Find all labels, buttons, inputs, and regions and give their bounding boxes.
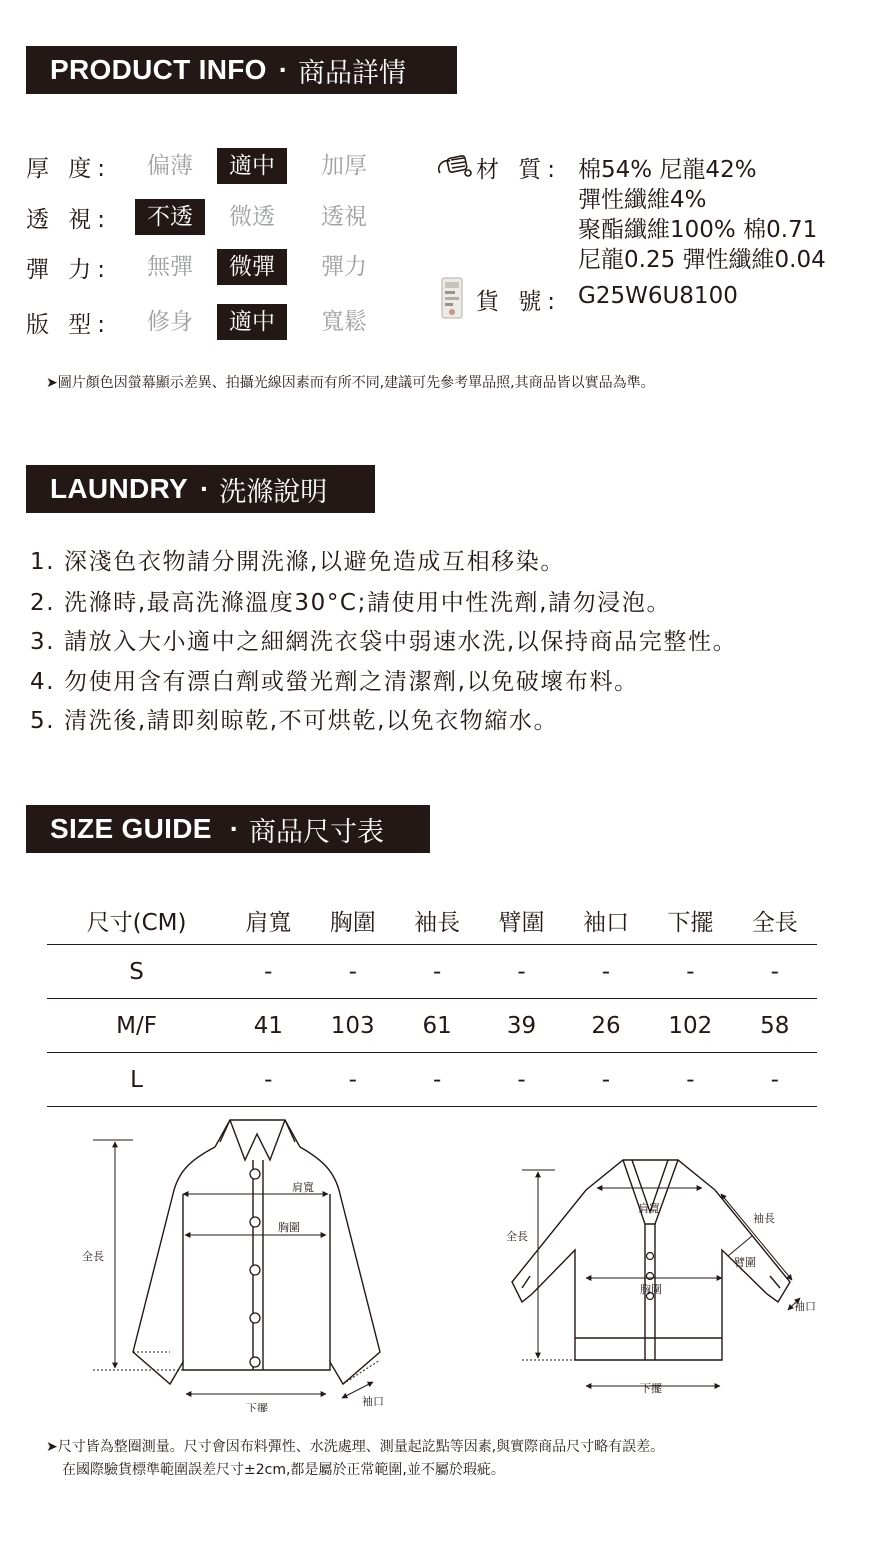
- diagram-label-cuff: 袖口: [794, 1300, 816, 1313]
- size-header-cell: 尺寸(CM): [47, 896, 226, 945]
- size-header-cell: 袖口: [564, 896, 648, 945]
- laundry-item: 3. 請放入大小適中之細網洗衣袋中弱速水洗,以保持商品完整性。: [30, 629, 738, 655]
- diagram-label-chest: 胸圍: [640, 1283, 662, 1296]
- attribute-option: 彈力: [321, 254, 367, 280]
- size-cell: 103: [311, 999, 395, 1053]
- material-line: 尼龍0.25 彈性纖維0.04: [578, 247, 826, 273]
- size-cell: -: [564, 945, 648, 999]
- size-header-cell: 胸圍: [311, 896, 395, 945]
- size-cell: 102: [648, 999, 732, 1053]
- size-note: ➤尺寸皆為整圈測量。尺寸會因布料彈性、水洗處理、測量起訖點等因素,與實際商品尺寸略有誤差。: [46, 1439, 665, 1455]
- laundry-item: 4. 勿使用含有漂白劑或螢光劑之清潔劑,以免破壞布料。: [30, 669, 639, 695]
- size-table: [47, 896, 817, 1107]
- attribute-label: 彈 力:: [26, 256, 112, 283]
- attribute-row: [26, 148, 426, 184]
- attribute-label: 透 視:: [26, 206, 112, 233]
- cardigan-diagram: [500, 1152, 830, 1402]
- material-label: 材 質:: [476, 157, 562, 183]
- size-row: [47, 945, 817, 999]
- title-separator: ·: [229, 813, 240, 844]
- attribute-option: 偏薄: [147, 153, 193, 179]
- size-header-cell: 肩寬: [226, 896, 310, 945]
- diagram-label-cuff: 袖口: [362, 1395, 384, 1408]
- laundry-item: 5. 清洗後,請即刻晾乾,不可烘乾,以免衣物縮水。: [30, 708, 559, 734]
- attribute-option: 微透: [229, 204, 275, 230]
- diagram-label-arm: 臂圍: [734, 1256, 756, 1269]
- size-row: [47, 999, 817, 1053]
- laundry-item: 1. 深淺色衣物請分開洗滌,以避免造成互相移染。: [30, 549, 565, 575]
- size-cell: -: [311, 945, 395, 999]
- size-cell: 41: [226, 999, 310, 1053]
- title-separator: ·: [278, 54, 289, 85]
- thread-icon: [434, 153, 474, 181]
- size-cell: -: [733, 945, 817, 999]
- size-cell: -: [733, 1053, 817, 1107]
- diagram-label-sleeve: 袖長: [753, 1212, 775, 1225]
- attribute-label: 厚 度:: [26, 155, 112, 182]
- diagram-label-shoulder: 肩寬: [292, 1181, 314, 1194]
- diagram-label-hem: 下擺: [246, 1402, 268, 1412]
- sku-label: 貨 號:: [476, 289, 562, 315]
- attribute-option-selected: 不透: [135, 199, 205, 235]
- size-cell: -: [395, 1053, 479, 1107]
- section-title-en: LAUNDRY: [50, 473, 188, 504]
- section-title-zh: 商品尺寸表: [249, 816, 385, 848]
- section-title-en: PRODUCT INFO: [50, 54, 267, 85]
- product-info-header: [26, 46, 457, 94]
- size-header-cell: 下擺: [648, 896, 732, 945]
- size-header-cell: 臂圍: [479, 896, 563, 945]
- diagram-label-length: 全長: [82, 1250, 104, 1263]
- title-separator: ·: [199, 473, 210, 504]
- attribute-row: [26, 199, 426, 235]
- size-cell: -: [311, 1053, 395, 1107]
- jacket-diagram: [70, 1112, 410, 1412]
- size-cell: -: [564, 1053, 648, 1107]
- attribute-option: 修身: [147, 309, 193, 335]
- size-cell: 61: [395, 999, 479, 1053]
- attribute-option-selected: 微彈: [217, 249, 287, 285]
- material-line: 聚酯纖維100% 棉0.71: [578, 217, 818, 243]
- size-header-cell: 全長: [733, 896, 817, 945]
- size-cell: 26: [564, 999, 648, 1053]
- laundry-header: [26, 465, 375, 513]
- material-line: 彈性纖維4%: [578, 187, 707, 213]
- attribute-option-selected: 適中: [217, 304, 287, 340]
- diagram-label-hem: 下擺: [640, 1382, 662, 1395]
- attribute-row: [26, 304, 426, 340]
- size-cell: -: [226, 945, 310, 999]
- size-cell: -: [479, 945, 563, 999]
- size-cell: -: [479, 1053, 563, 1107]
- attribute-option-selected: 適中: [217, 148, 287, 184]
- tag-icon: [440, 277, 464, 319]
- size-cell: -: [226, 1053, 310, 1107]
- size-cell: 58: [733, 999, 817, 1053]
- size-cell: S: [47, 945, 226, 999]
- section-title-zh: 洗滌說明: [219, 476, 328, 508]
- size-table-header: [47, 896, 817, 945]
- diagram-label-shoulder: 肩寬: [638, 1202, 660, 1215]
- diagram-label-chest: 胸圍: [278, 1221, 300, 1234]
- size-guide-header: [26, 805, 430, 853]
- size-note: 在國際驗貨標準範圍誤差尺寸±2cm,都是屬於正常範圍,並不屬於瑕疵。: [62, 1462, 505, 1478]
- attribute-option: 無彈: [147, 254, 193, 280]
- attribute-option: 加厚: [321, 153, 367, 179]
- attribute-label: 版 型:: [26, 311, 112, 338]
- size-header-cell: 袖長: [395, 896, 479, 945]
- attribute-option: 寬鬆: [321, 309, 367, 335]
- size-cell: 39: [479, 999, 563, 1053]
- size-cell: -: [395, 945, 479, 999]
- size-cell: L: [47, 1053, 226, 1107]
- attribute-option: 透視: [321, 204, 367, 230]
- size-row: [47, 1053, 817, 1107]
- section-title-en: SIZE GUIDE: [50, 813, 212, 844]
- size-cell: -: [648, 945, 732, 999]
- sku-value: G25W6U8100: [578, 283, 738, 309]
- size-cell: M/F: [47, 999, 226, 1053]
- laundry-item: 2. 洗滌時,最高洗滌溫度30°C;請使用中性洗劑,請勿浸泡。: [30, 590, 672, 616]
- material-line: 棉54% 尼龍42%: [578, 157, 757, 183]
- photo-disclaimer: ➤圖片顏色因螢幕顯示差異、拍攝光線因素而有所不同,建議可先參考單品照,其商品皆以實品為準。: [46, 375, 655, 391]
- size-cell: -: [648, 1053, 732, 1107]
- attribute-row: [26, 249, 426, 285]
- section-title-zh: 商品詳情: [298, 57, 407, 89]
- diagram-label-length: 全長: [506, 1230, 528, 1243]
